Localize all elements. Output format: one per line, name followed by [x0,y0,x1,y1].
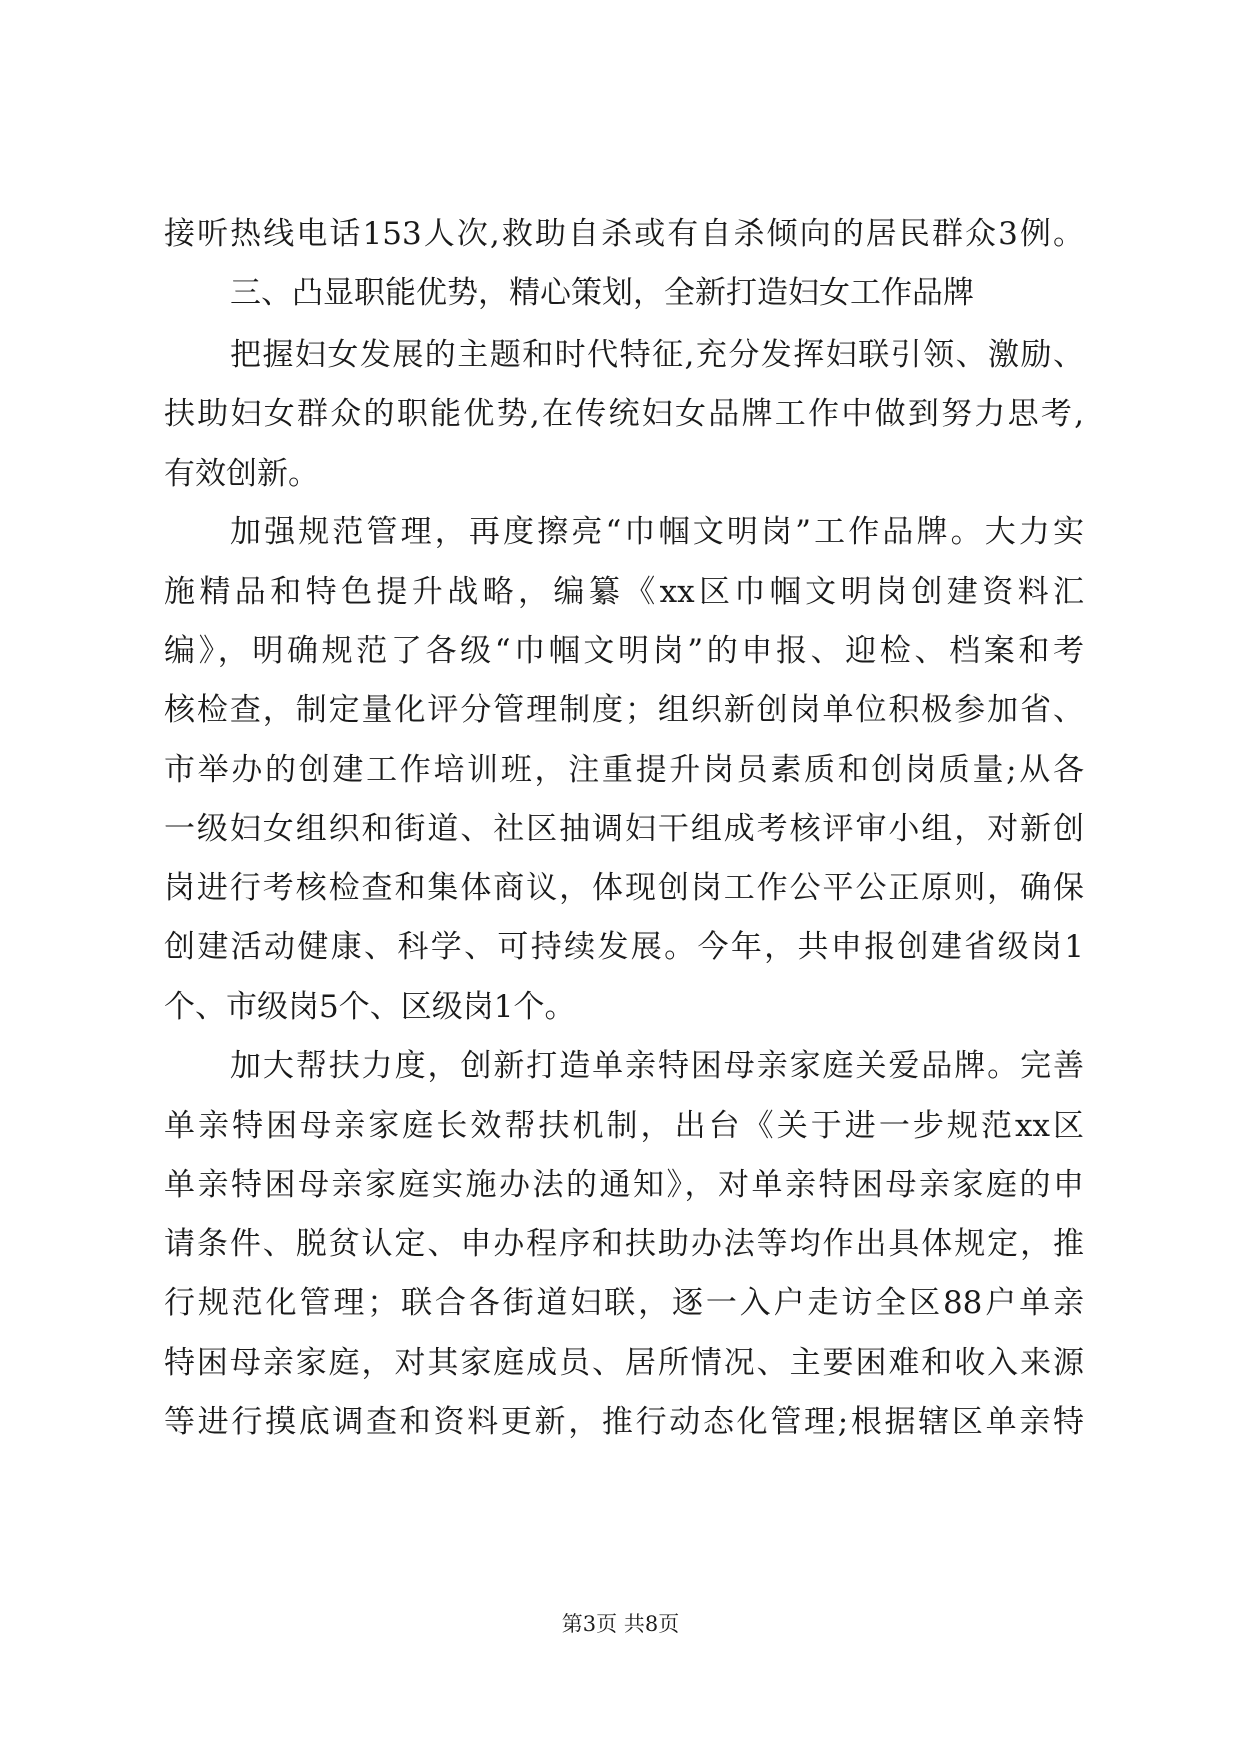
body-line-15: 加大帮扶力度，创新打造单亲特困母亲家庭关爱品牌。完善 [230,1048,1084,1084]
body-line-11: 一级妇女组织和街道、社区抽调妇干组成考核评审小组，对新创 [164,811,1084,847]
body-line-19: 行规范化管理；联合各街道妇联，逐一入户走访全区88户单亲 [164,1285,1084,1321]
body-line-10: 市举办的创建工作培训班，注重提升岗员素质和创岗质量;从各 [164,752,1084,788]
body-line-6: 加强规范管理，再度擦亮“巾帼文明岗”工作品牌。大力实 [230,514,1084,550]
body-line-20: 特困母亲家庭，对其家庭成员、居所情况、主要困难和收入来源 [164,1345,1084,1381]
body-line-9: 核检查，制定量化评分管理制度；组织新创岗单位积极参加省、 [164,692,1084,728]
body-line-21: 等进行摸底调查和资料更新，推行动态化管理;根据辖区单亲特 [164,1404,1084,1440]
body-line-4: 扶助妇女群众的职能优势,在传统妇女品牌工作中做到努力思考, [164,396,1084,432]
body-line-13: 创建活动健康、科学、可持续发展。今年，共申报创建省级岗1 [164,929,1084,965]
body-line-1: 接听热线电话153人次,救助自杀或有自杀倾向的居民群众3例。 [164,216,1084,252]
page-footer: 第3页 共8页 [561,1612,680,1636]
body-line-7: 施精品和特色提升战略，编纂《xx区巾帼文明岗创建资料汇 [164,574,1084,610]
body-line-12: 岗进行考核检查和集体商议，体现创岗工作公平公正原则，确保 [164,870,1084,906]
section-heading-3: 三、凸显职能优势，精心策划，全新打造妇女工作品牌 [230,275,974,311]
body-line-8: 编》，明确规范了各级“巾帼文明岗”的申报、迎检、档案和考 [164,633,1084,669]
body-line-17: 单亲特困母亲家庭实施办法的通知》，对单亲特困母亲家庭的申 [164,1167,1084,1203]
body-line-14: 个、市级岗5个、区级岗1个。 [164,989,576,1025]
body-line-3: 把握妇女发展的主题和时代特征,充分发挥妇联引领、激励、 [230,337,1084,373]
body-line-18: 请条件、脱贫认定、申办程序和扶助办法等均作出具体规定，推 [164,1226,1084,1262]
body-line-16: 单亲特困母亲家庭长效帮扶机制，出台《关于进一步规范xx区 [164,1108,1084,1144]
body-line-5: 有效创新。 [164,456,319,492]
